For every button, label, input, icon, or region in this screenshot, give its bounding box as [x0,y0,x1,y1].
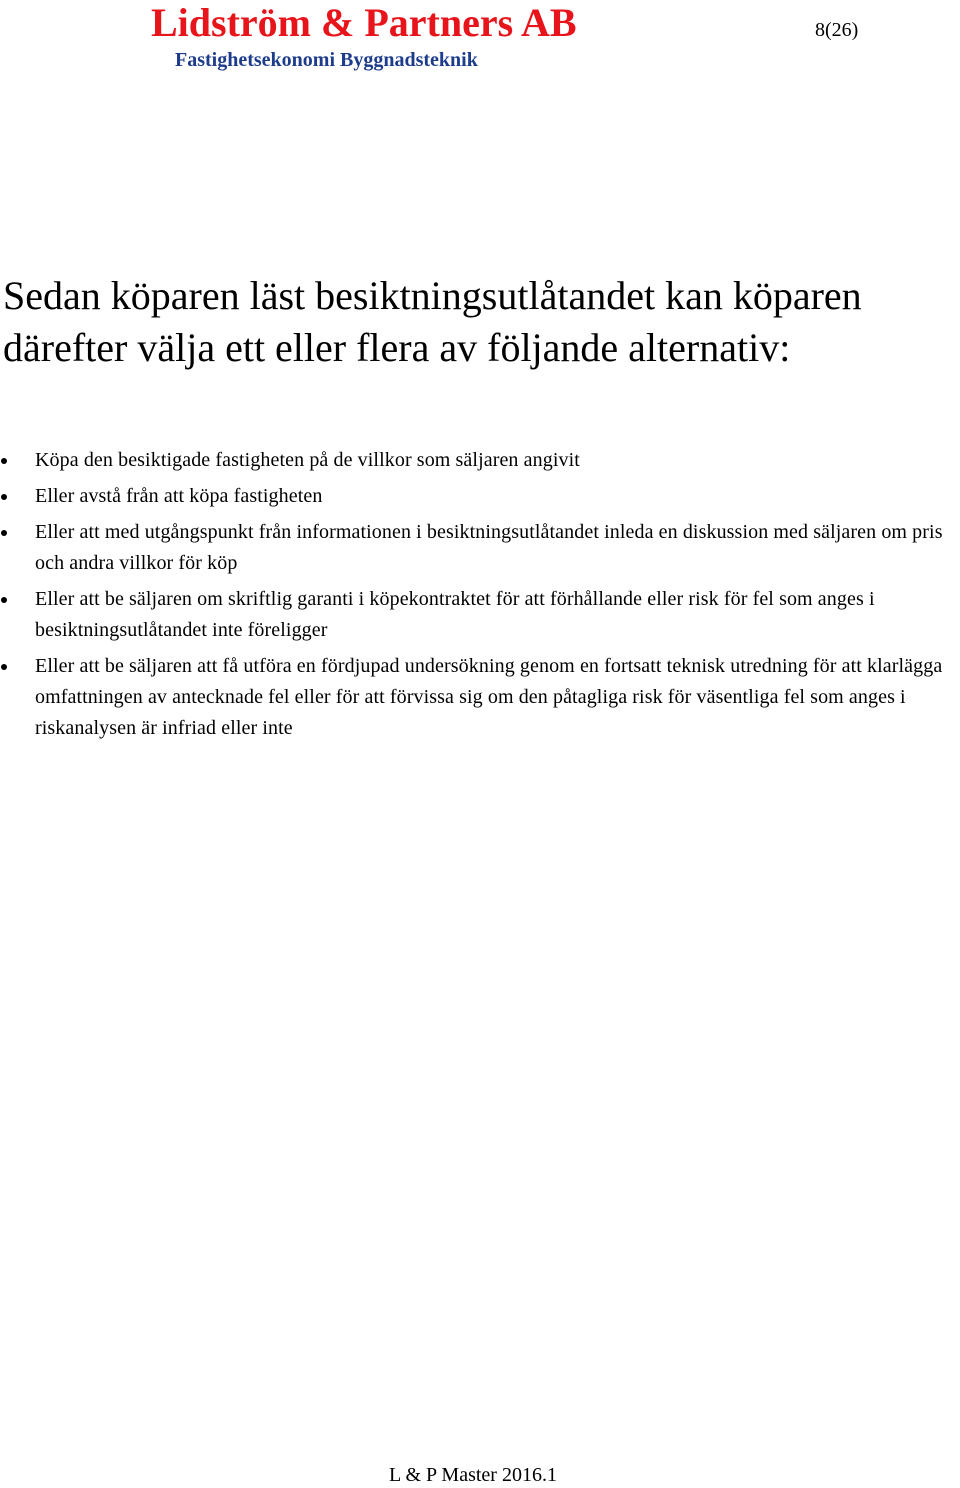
list-item-text: Eller att med utgångspunkt från informationen i besiktningsutlåtandet inleda en diskussion med säljaren om pris och andra villkor för köp [35,521,943,574]
bullet-dot-icon [1,664,7,670]
list-item-text: Eller att be säljaren om skriftlig garanti i köpekontraktet för att förhållande eller risk för fel som anges i besiktningsutlåtandet inte föreligger [35,588,875,641]
bullet-dot-icon [1,597,7,603]
list-item-text: Eller att be säljaren att få utföra en fördjupad undersökning genom en fortsatt teknisk utredning för att klarlägga omfattningen av antecknade fel eller för att förvissa sig om den påtagliga risk för väsentliga fel som anges i riskanalysen är infriad eller inte [35,655,943,739]
company-tagline: Fastighetsekonomi Byggnadsteknik [175,49,478,71]
list-item [0,517,960,579]
list-item [0,445,960,476]
list-item [0,481,960,512]
company-name: Lidström & Partners AB [151,0,577,45]
list-item [0,651,960,744]
options-list [0,445,960,749]
list-item-text: Köpa den besiktigade fastigheten på de villkor som säljaren angivit [35,449,580,471]
page-heading: Sedan köparen läst besiktningsutlåtandet kan köparen därefter välja ett eller flera av följande alternativ: [3,273,862,370]
footer-version: L & P Master 2016.1 [389,1464,557,1486]
list-item-text: Eller avstå från att köpa fastigheten [35,485,323,507]
bullet-dot-icon [1,494,7,500]
bullet-dot-icon [1,530,7,536]
list-item [0,584,960,646]
bullet-dot-icon [1,458,7,464]
page-number: 8(26) [815,19,859,41]
